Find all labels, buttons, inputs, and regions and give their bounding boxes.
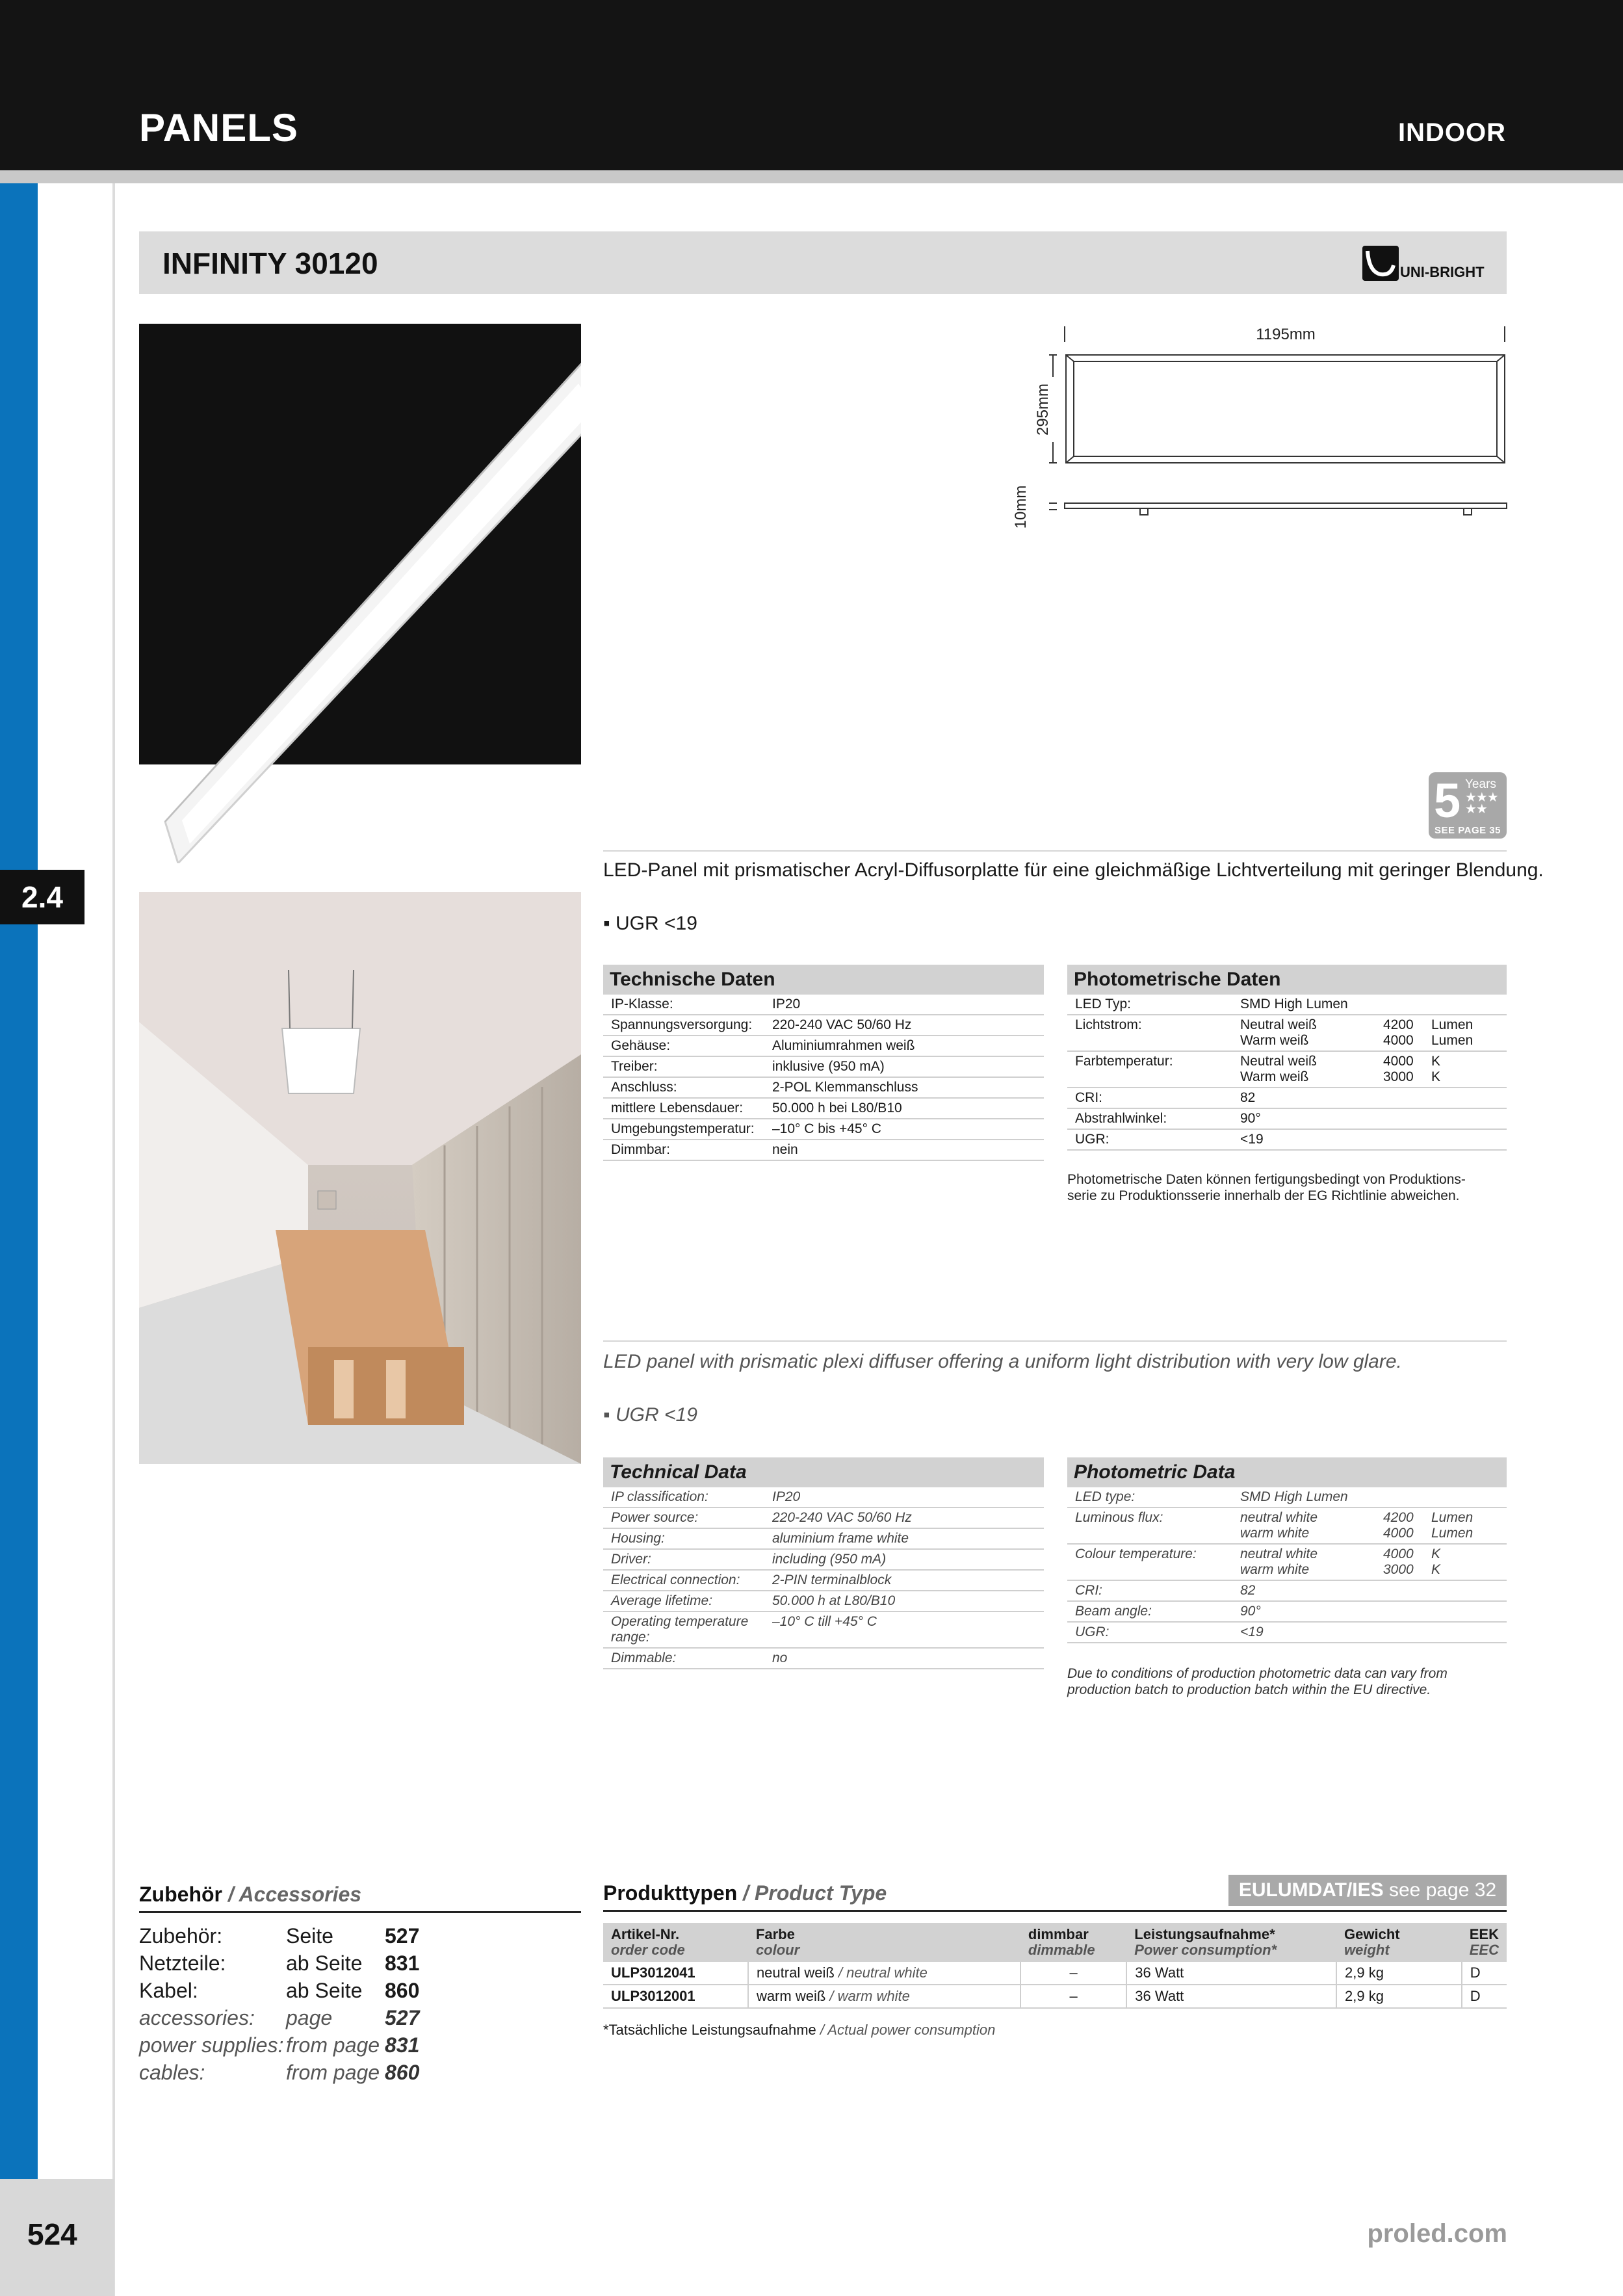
table-row: Operating temperature range: –10° C till +45° C — [603, 1611, 1044, 1648]
column-header: Farbe colour — [748, 1923, 1020, 1962]
photometric-table-en — [1067, 1457, 1507, 1643]
height-label: 10mm — [1012, 485, 1030, 529]
table-row: Lichtstrom: Neutral weiß Warm weiß 4200 4000 Lumen Lumen — [1067, 1015, 1507, 1051]
photometric-note-de: Photometrische Daten können fertigungsbedingt von Produktions-serie zu Produktionsserie innerhalb der EG Richtlinie abweichen. — [1067, 1172, 1466, 1203]
table-row: IP-Klasse: IP20 — [603, 995, 1044, 1015]
table-row: CRI: 82 — [1067, 1088, 1507, 1108]
accessories-title: Zubehör / Accessories — [139, 1883, 362, 1906]
table-row: Housing: aluminium frame white — [603, 1528, 1044, 1549]
tech-data-table-en — [603, 1457, 1044, 1669]
section-tab: 2.4 — [0, 870, 84, 924]
header-rule — [0, 170, 1623, 183]
table-row: Dimmbar: nein — [603, 1140, 1044, 1160]
star-icon: ★★★ ★★ — [1465, 790, 1498, 816]
table-row: IP classification: IP20 — [603, 1487, 1044, 1507]
footnote: *Tatsächliche Leistungsaufnahme / Actual power consumption — [603, 2022, 996, 2038]
table-row: Anschluss: 2-POL Klemmanschluss — [603, 1077, 1044, 1098]
table-row: Average lifetime: 50.000 h at L80/B10 — [603, 1591, 1044, 1611]
feature-bullet-en: ▪ UGR <19 — [603, 1404, 697, 1426]
description-en: LED panel with prismatic plexi diffuser offering a uniform light distribution with very low glare. — [603, 1351, 1402, 1372]
list-item: power supplies: from page 831 — [139, 2033, 420, 2057]
table-row: Power source: 220-240 VAC 50/60 Hz — [603, 1507, 1044, 1528]
product-type-table — [603, 1923, 1507, 2009]
table-row: Treiber: inklusive (950 mA) — [603, 1056, 1044, 1077]
list-item: accessories: page 527 — [139, 2006, 420, 2029]
table-row: LED Typ: SMD High Lumen — [1067, 995, 1507, 1015]
table-row: CRI: 82 — [1067, 1580, 1507, 1601]
width-label: 295mm — [1034, 383, 1052, 436]
side-color-bar — [0, 183, 38, 2179]
list-item: Netzteile: ab Seite 831 — [139, 1951, 420, 1975]
tech-data-table-de — [603, 965, 1044, 1161]
list-item: Kabel: ab Seite 860 — [139, 1979, 420, 2002]
product-type-title: Produkttypen / Product Type — [603, 1881, 887, 1905]
table-row: UGR: <19 — [1067, 1622, 1507, 1643]
table-title: Technical Data — [603, 1457, 1044, 1487]
table-row: LED type: SMD High Lumen — [1067, 1487, 1507, 1507]
table-row: mittlere Lebensdauer: 50.000 h bei L80/B10 — [603, 1098, 1044, 1119]
product-name: INFINITY 30120 — [162, 246, 378, 280]
column-header: dimmbar dimmable — [1020, 1923, 1126, 1962]
page-title: PANELS — [139, 106, 298, 150]
column-header: Leistungsaufnahme* Power consumption* — [1126, 1923, 1336, 1962]
product-photo — [139, 324, 581, 863]
table-row: ULP3012041 neutral weiß / neutral white – 36 Watt 2,9 kg D — [603, 1962, 1507, 1985]
divider — [603, 1910, 1507, 1912]
photometric-note-en: Due to conditions of production photometric data can vary from production batch to production batch within the EU directive. — [1067, 1666, 1448, 1697]
photometric-table-de — [1067, 965, 1507, 1151]
website: proled.com — [1367, 2219, 1507, 2248]
table-row: Farbtemperatur: Neutral weiß Warm weiß 4000 3000 K K — [1067, 1051, 1507, 1088]
table-row: Electrical connection: 2-PIN terminalblock — [603, 1570, 1044, 1591]
feature-bullet-de: ▪ UGR <19 — [603, 913, 697, 934]
uni-bright-icon — [1362, 246, 1399, 281]
table-row: Spannungsversorgung: 220-240 VAC 50/60 Hz — [603, 1015, 1044, 1036]
side-divider — [112, 183, 115, 2296]
column-header: Gewicht weight — [1336, 1923, 1462, 1962]
column-header: EEK EEC — [1462, 1923, 1507, 1962]
eulumdat-badge: EULUMDAT/IES see page 32 — [1228, 1875, 1507, 1906]
table-row: Abstrahlwinkel: 90° — [1067, 1108, 1507, 1129]
table-title: Photometrische Daten — [1067, 965, 1507, 995]
category-label: INDOOR — [1398, 118, 1506, 147]
application-photo — [139, 892, 581, 1464]
table-row: Colour temperature: neutral white warm white 4000 3000 K K — [1067, 1544, 1507, 1580]
warranty-badge: 5 Years ★★★ ★★ SEE PAGE 35 — [1429, 772, 1507, 839]
table-row: ULP3012001 warm weiß / warm white – 36 Watt 2,9 kg D — [603, 1985, 1507, 2008]
table-title: Technische Daten — [603, 965, 1044, 995]
dimension-drawing — [1001, 319, 1521, 546]
list-item: Zubehör: Seite 527 — [139, 1924, 420, 1948]
divider — [603, 850, 1507, 852]
column-header: Artikel-Nr. order code — [603, 1923, 748, 1962]
list-item: cables: from page 860 — [139, 2061, 420, 2084]
divider — [603, 1340, 1507, 1342]
table-row: Luminous flux: neutral white warm white 4200 4000 Lumen Lumen — [1067, 1507, 1507, 1544]
description-de: LED-Panel mit prismatischer Acryl-Diffusorplatte für eine gleichmäßige Lichtverteilung mit geringer Blendung. — [603, 859, 1544, 881]
divider — [139, 1911, 581, 1913]
table-row: Beam angle: 90° — [1067, 1601, 1507, 1622]
brand-logo: UNI-BRIGHT — [1362, 246, 1507, 281]
table-title: Photometric Data — [1067, 1457, 1507, 1487]
page-number: 524 — [27, 2217, 77, 2251]
table-row: Driver: including (950 mA) — [603, 1549, 1044, 1570]
table-row: UGR: <19 — [1067, 1129, 1507, 1150]
table-row: Gehäuse: Aluminiumrahmen weiß — [603, 1036, 1044, 1056]
table-row: Umgebungstemperatur: –10° C bis +45° C — [603, 1119, 1044, 1140]
table-row: Dimmable: no — [603, 1648, 1044, 1669]
length-label: 1195mm — [1256, 326, 1316, 343]
